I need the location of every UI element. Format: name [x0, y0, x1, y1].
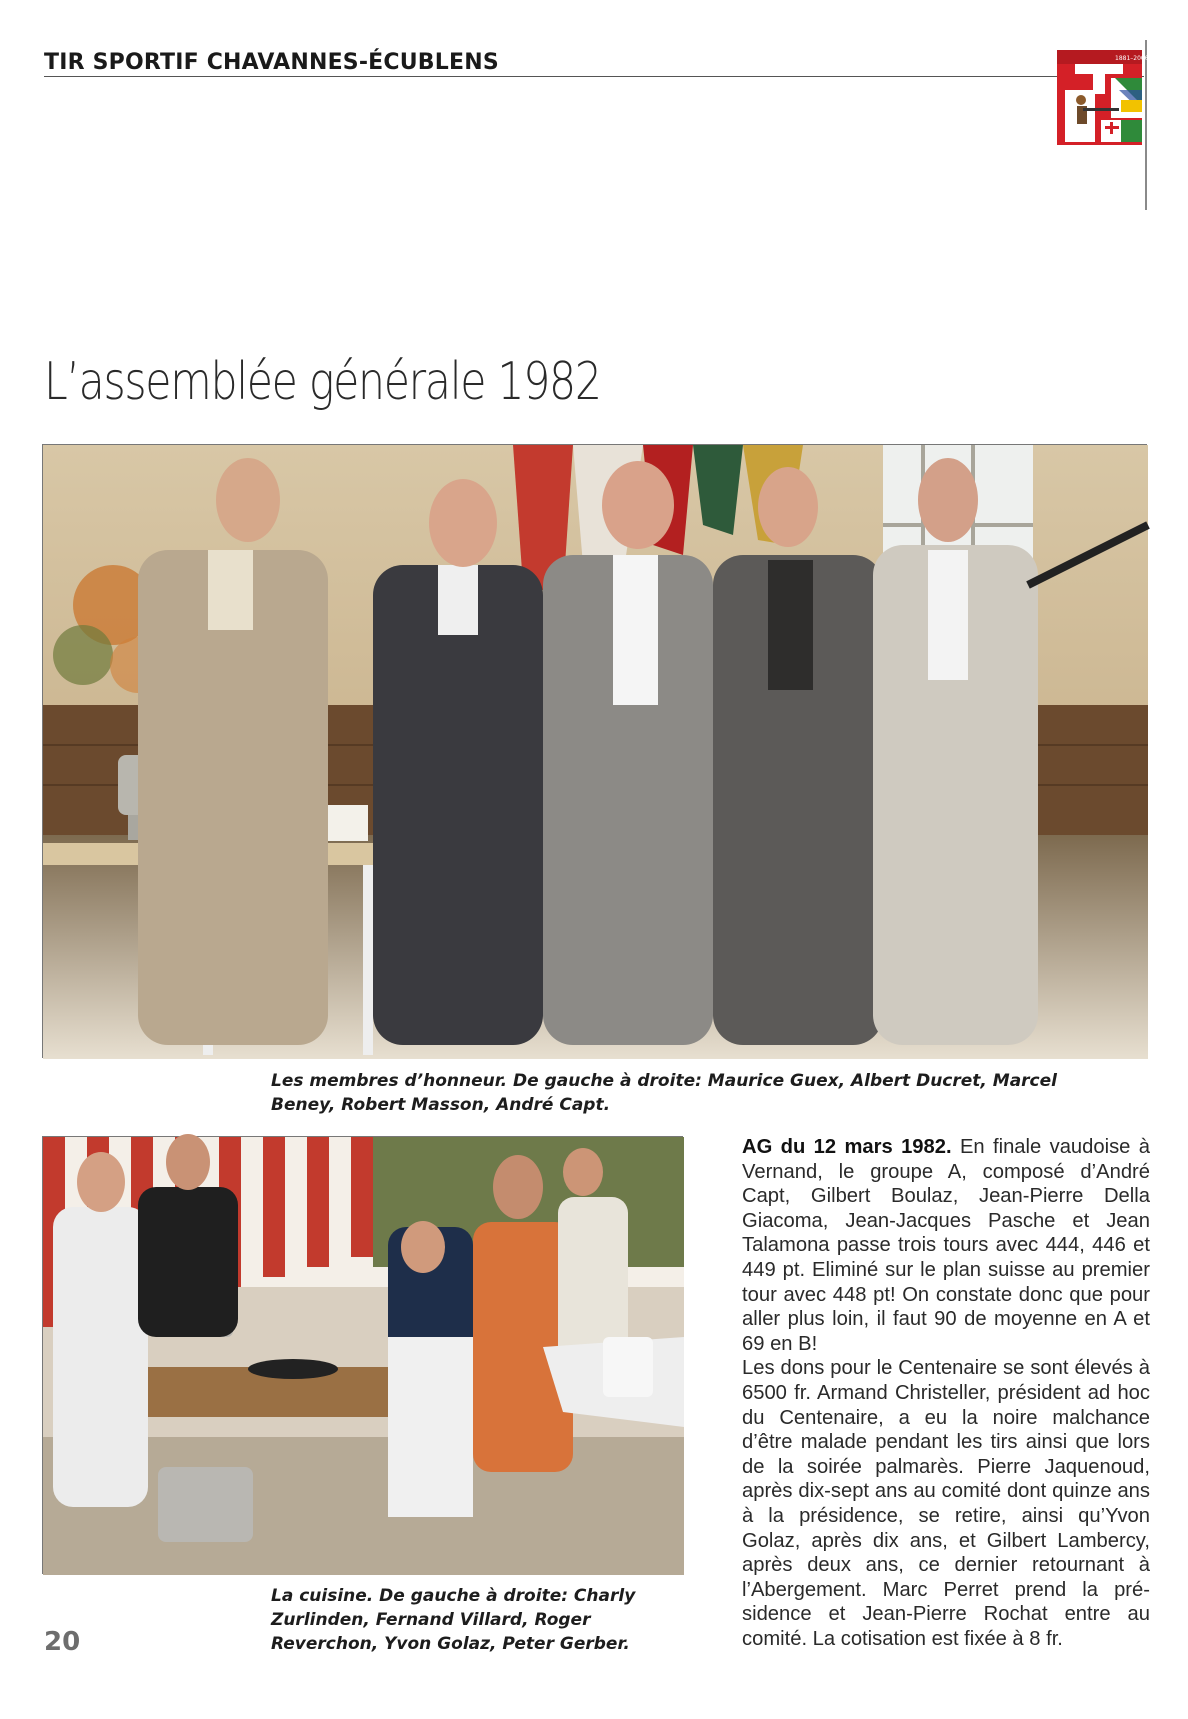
article-paragraph-1	[742, 1135, 1150, 1356]
kitchen-caption: La cuisine. De gauche à droite: Charly Zurlinden, Fernand Villard, Roger Reverchon, Yvon Golaz, Peter Gerber.	[271, 1586, 636, 1654]
flagpole	[1145, 40, 1147, 210]
article-paragraph-1-text: En finale vaudoise à Vernand, le groupe A, composé d’André Capt, Gilbert Boulaz, Jean-Pierre Della Giacoma, Jean-Jacques Pasche et Jean Talamona passe trois tours avec 444, 446 et 449 pt. Eliminé sur le plan suisse au premier tour avec 448 pt! On constate donc que pour aller plus loin, il faut 90 de moyenne en A et 69 en B!	[742, 1136, 1150, 1355]
logo-years: 1881–2006	[1115, 55, 1149, 62]
club-logo-flag	[1057, 50, 1149, 145]
honorary-members-caption: Les membres d’honneur. De gauche à droite: Maurice Guex, Albert Ducret, Marcel Beney, Robert Masson, André Capt.	[271, 1071, 1057, 1115]
article-paragraph-2: Les dons pour le Centenaire se sont élevés à 6500 fr. Armand Christeller, président ad hoc du Centenaire, a eu la noire malchance d’être malade pendant les tirs ainsi que lors de la soirée palmarès. Pierre Jaquenoud, après dix-sept ans au comité dont quinze ans à la présidence, se retire, ainsi qu’Yvon Golaz, après dix ans, et Gilbert Lambercy, après deux ans, ce dernier retournant à l’Abergement. Marc Perret prend la présidence et Jean-Pierre Rochat entre au comité. La cotisation est fixée à 8 fr.	[742, 1357, 1150, 1650]
article-lead: AG du 12 mars 1982.	[742, 1136, 952, 1158]
article-body	[742, 1135, 1150, 1651]
page-number: 20	[44, 1627, 81, 1657]
header-rule	[44, 76, 1144, 77]
kitchen-photo	[42, 1136, 683, 1574]
article-title: L’assemblée générale 1982	[44, 352, 601, 412]
running-header: TIR SPORTIF CHAVANNES-ÉCUBLENS	[44, 50, 499, 75]
honorary-members-photo	[42, 444, 1147, 1058]
